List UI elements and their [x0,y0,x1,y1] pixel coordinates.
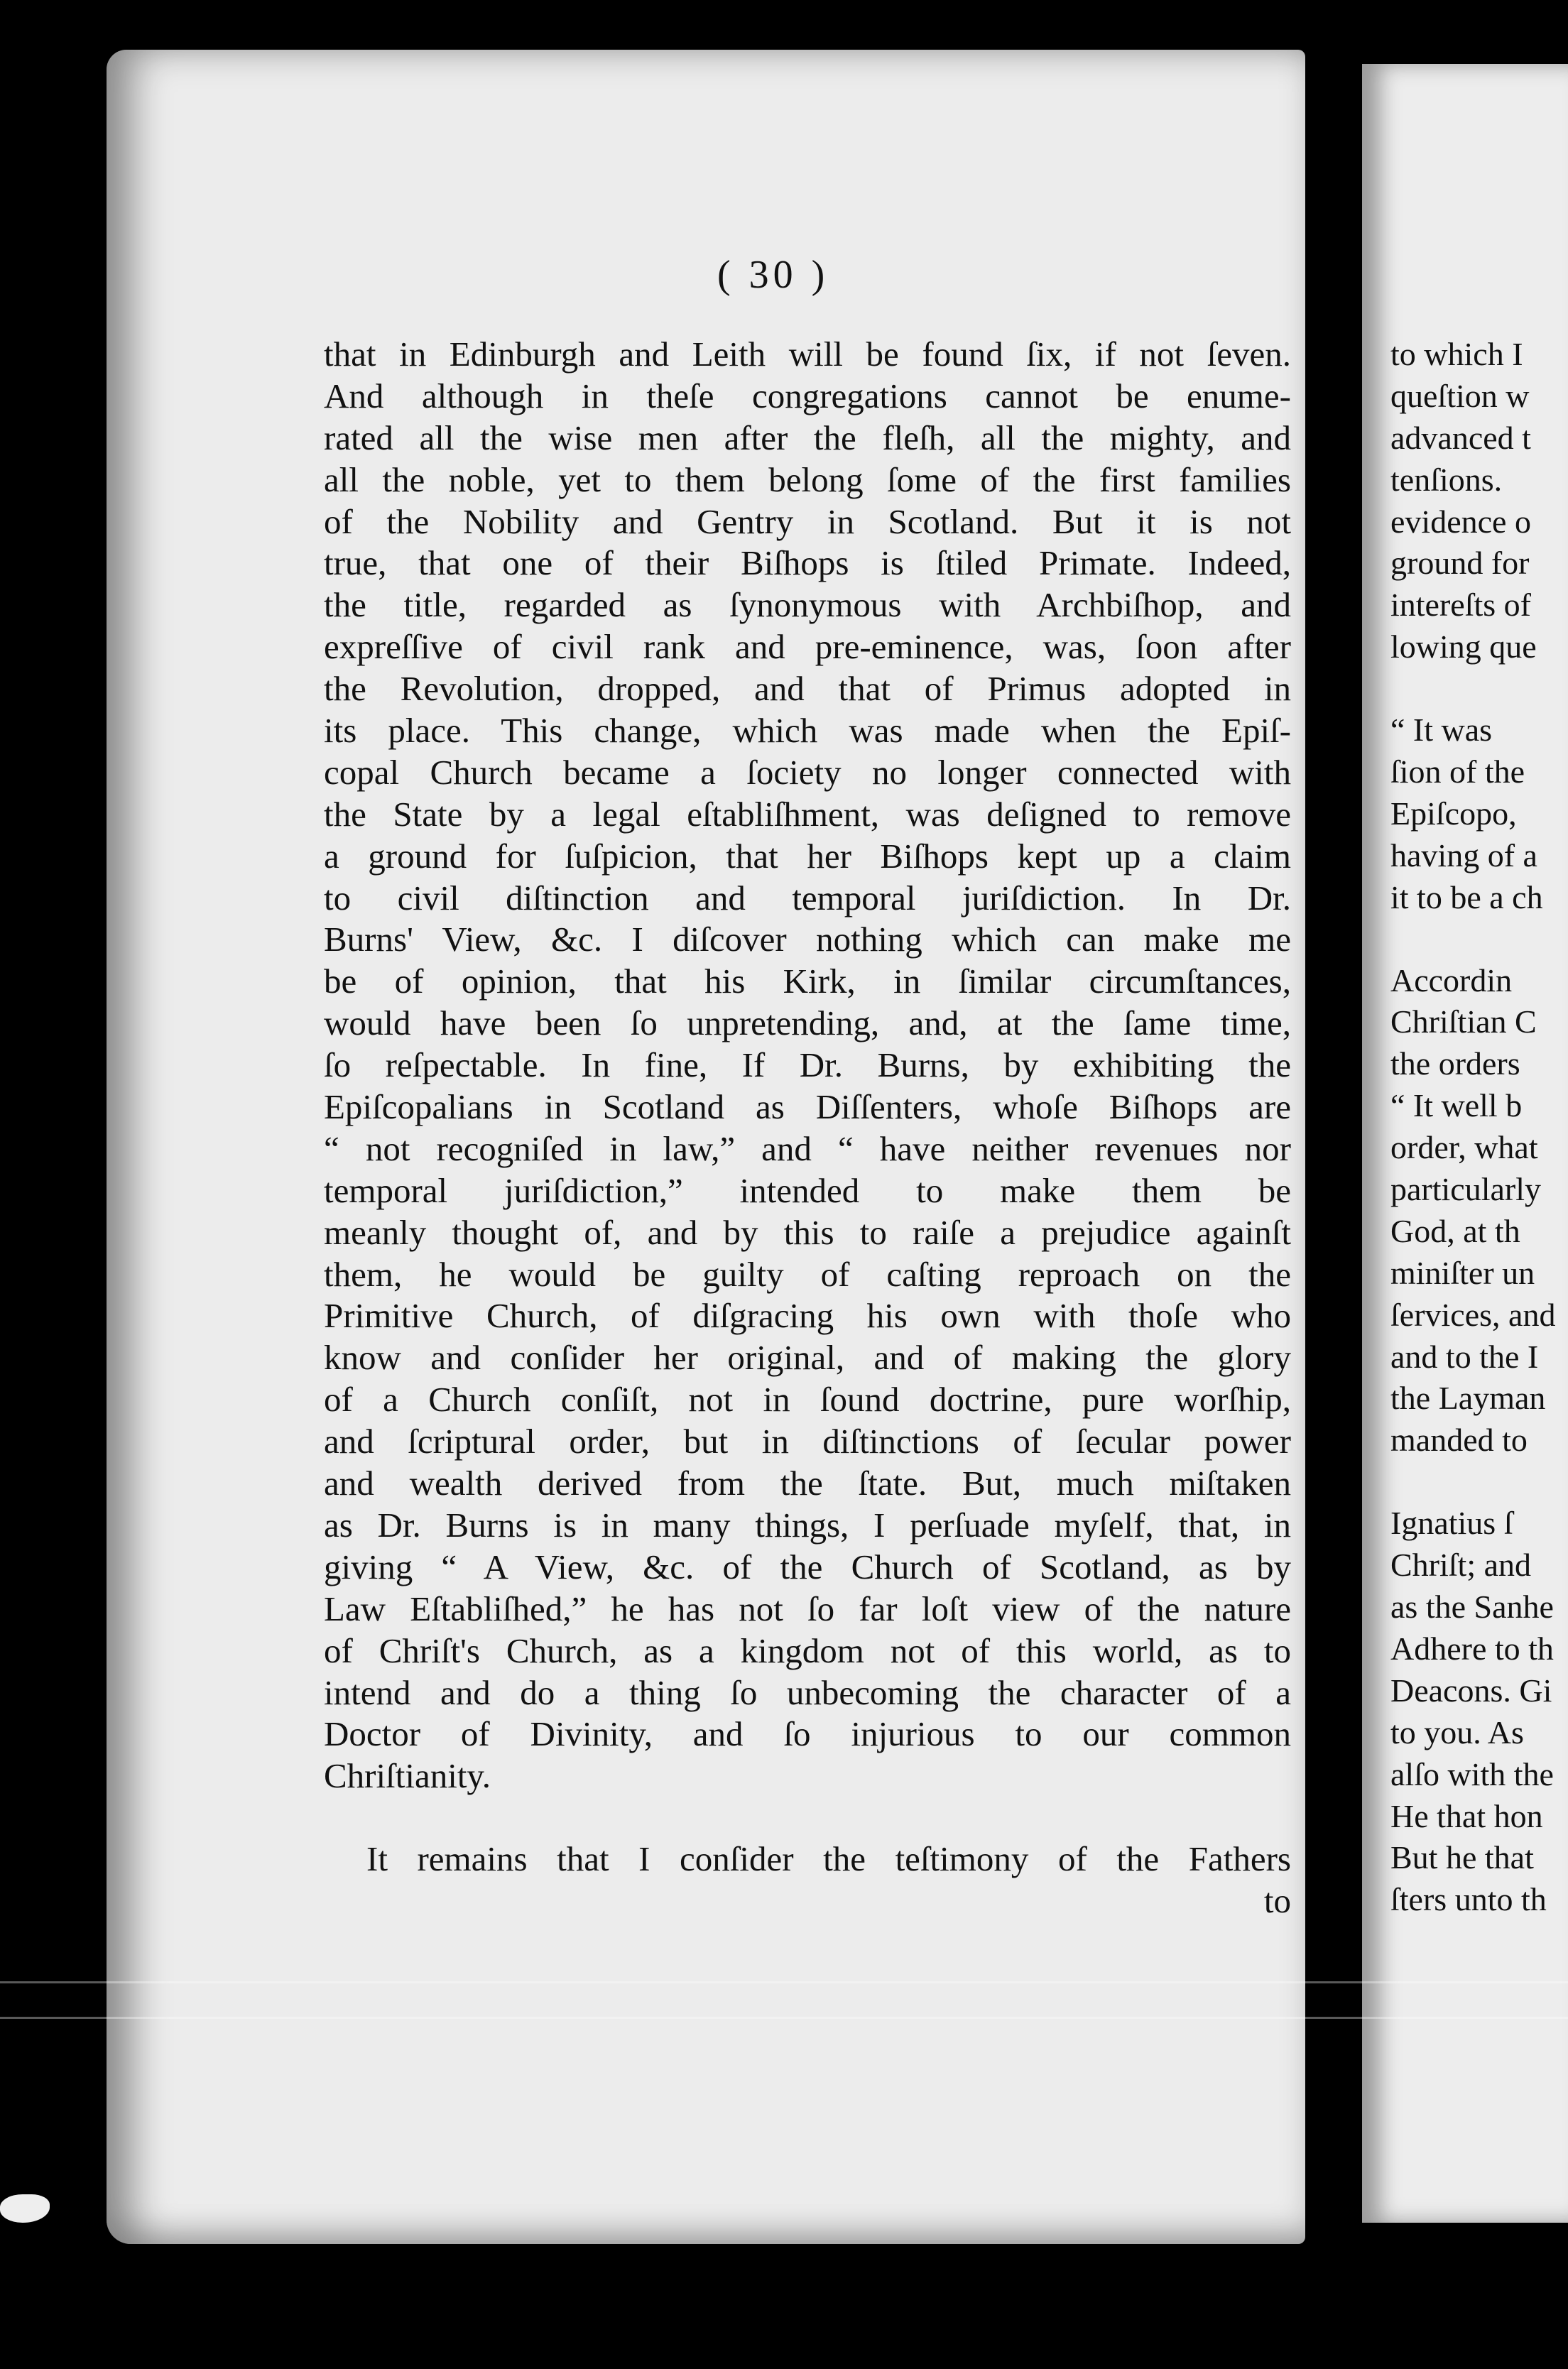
right-text-line: to you. As [1390,1714,1524,1750]
text-line: would have been ſo unpretending, and, at the ſame time, [324,1003,1291,1043]
text-line: the State by a legal eſtabliſhment, was deſigned to remove [324,794,1291,834]
right-text-line: ſervices, and [1390,1296,1556,1333]
text-line: and wealth derived from the ſtate. But, much miſtaken [324,1464,1291,1503]
right-page-text [1390,334,1568,1921]
text-line: the Revolution, dropped, and that of Primus adopted in [324,669,1291,709]
catchword: to [1263,1881,1291,1921]
text-line: of Chriſt's Church, as a kingdom not of this world, as to [324,1630,1291,1670]
right-text-line: But he that [1390,1839,1534,1876]
text-line: its place. This change, which was made when the Epiſ- [324,711,1291,751]
text-line: copal Church became a ſociety no longer connected with [324,752,1291,792]
right-text-line: order, what [1390,1129,1538,1166]
right-text-line: lowing que [1390,628,1537,665]
text-line: that in Edinburgh and Leith will be found ſix, if not ſeven. [324,334,1291,374]
text-line: intend and do a thing ſo unbecoming the character of a [324,1672,1291,1712]
right-text-line: Chriſt; and [1390,1547,1532,1584]
text-line: Chriſtianity. [324,1756,491,1796]
text-line: the title, regarded as ſynonymous with Archbiſhop, and [324,585,1291,625]
text-line: Epiſcopalians in Scotland as Diſſenters, whoſe Biſhops are [324,1087,1291,1127]
text-line: Burns' View, &c. I diſcover nothing which can make me [324,920,1291,959]
paragraph-gap [1390,919,1568,960]
text-line: Primitive Church, of diſgracing his own with thoſe who [324,1296,1291,1336]
right-text-line: particularly [1390,1171,1542,1208]
right-text-line: “ It was [1390,712,1493,748]
right-text-line: ground for [1390,545,1530,582]
text-line: temporal juriſdiction,” intended to make them be [324,1170,1291,1210]
text-line: Law Eſtabliſhed,” he has not ſo far loſt view of the nature [324,1589,1291,1628]
right-text-line: the orders [1390,1045,1520,1082]
scan-blot [0,2194,50,2223]
scan-artifact-line [0,2017,1568,2019]
right-text-line: He that hon [1390,1797,1543,1834]
text-line: “ not recogniſed in law,” and “ have neither revenues nor [324,1128,1291,1168]
right-text-line: as the Sanhe [1390,1589,1554,1625]
right-text-line: having of a [1390,837,1537,873]
text-line: of the Nobility and Gentry in Scotland. But it is not [324,501,1291,541]
right-text-line: Epiſcopo, [1390,795,1517,832]
right-text-line: Deacons. Gi [1390,1672,1552,1709]
right-text-line: “ It well b [1390,1087,1523,1124]
right-text-line: alſo with the [1390,1755,1554,1792]
scan-artifact-line [0,1981,1568,1983]
paragraph-gap [324,1797,1291,1839]
right-text-line: manded to [1390,1422,1528,1459]
right-text-line: evidence o [1390,503,1531,540]
text-line: be of opinion, that his Kirk, in ſimilar circumſtances, [324,962,1291,1001]
text-line: and ſcriptural order, but in diſtinctions of ſecular power [324,1422,1291,1461]
right-text-line: ſion of the [1390,753,1525,790]
text-line: meanly thought of, and by this to raiſe a prejudice againſt [324,1212,1291,1252]
paragraph-gap [1390,1461,1568,1503]
text-line: all the noble, yet to them belong ſome of the first families [324,459,1291,499]
text-line: expreſſive of civil rank and pre-eminence, was, ſoon after [324,627,1291,667]
right-text-line: and to the I [1390,1338,1539,1375]
text-line: know and conſider her original, and of making the glory [324,1338,1291,1378]
text-line: of a Church conſiſt, not in ſound doctrine, pure worſhip, [324,1380,1291,1420]
text-line: And although in theſe congregations cannot be enume- [324,376,1291,415]
right-text-line: Adhere to th [1390,1630,1554,1667]
text-line: a ground for ſuſpicion, that her Biſhops kept up a claim [324,836,1291,876]
text-line: them, he would be guilty of caſting reproach on the [324,1254,1291,1294]
text-line: true, that one of their Biſhops is ſtiled Primate. Indeed, [324,543,1291,583]
right-text-line: intereſts of [1390,587,1531,623]
paragraph-gap [1390,668,1568,709]
right-text-line: advanced t [1390,419,1531,456]
right-text-line: it to be a ch [1390,878,1543,915]
right-text-line: to which I [1390,336,1523,372]
text-line: Doctor of Divinity, and ſo injurious to our common [324,1714,1291,1754]
text-line: ſo reſpectable. In fine, If Dr. Burns, by exhibiting the [324,1045,1291,1085]
right-text-line: the Layman [1390,1380,1546,1417]
right-text-line: tenſions. [1390,461,1503,498]
right-text-line: Chriſtian C [1390,1003,1537,1040]
right-text-line: queſtion w [1390,377,1530,414]
left-page-text [324,334,1291,1922]
right-text-line: Accordin [1390,962,1513,998]
page-number: ( 30 ) [717,253,829,297]
right-text-line: ſters unto th [1390,1881,1547,1918]
text-line: to civil diſtinction and temporal juriſdiction. In Dr. [324,878,1291,917]
closing-line: It remains that I conſider the teſtimony of the Fathers [366,1839,1291,1879]
right-text-line: Ignatius ſ [1390,1505,1513,1542]
text-line: as Dr. Burns is in many things, I perſuade myſelf, that, in [324,1505,1291,1545]
right-text-line: miniſter un [1390,1254,1535,1291]
text-line: giving “ A View, &c. of the Church of Scotland, as by [324,1547,1291,1586]
right-text-line: God, at th [1390,1212,1520,1249]
text-line: rated all the wise men after the fleſh, all the mighty, and [324,418,1291,457]
